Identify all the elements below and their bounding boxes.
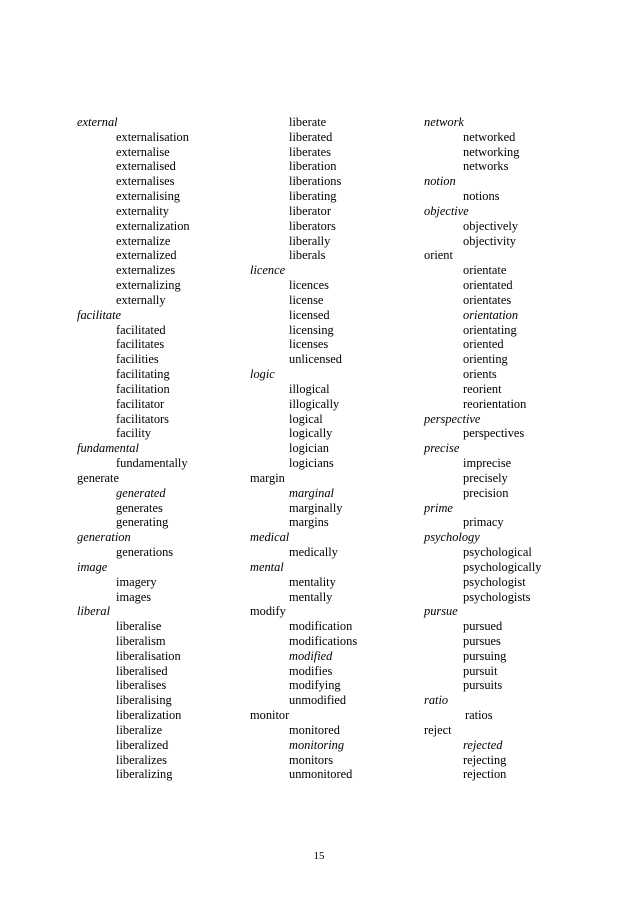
headword-entry: psychology [424, 530, 480, 545]
word-form-entry: liberalised [116, 663, 168, 678]
word-form-entry: modifications [289, 633, 358, 648]
headword-entry: medical [250, 530, 290, 545]
word-form-entry: licensed [289, 307, 330, 322]
word-list-column-3 [424, 115, 604, 782]
headword-entry: ratio [424, 693, 449, 708]
word-form-entry: externalises [116, 174, 175, 189]
word-form-entry: externality [116, 203, 169, 218]
word-form-entry: liberator [289, 203, 331, 218]
word-form-entry: pursued [463, 619, 503, 634]
word-form-entry: liberates [289, 144, 331, 159]
word-form-entry: facilities [116, 352, 159, 367]
word-form-entry: licenses [289, 337, 329, 352]
word-form-entry: networking [463, 144, 520, 159]
word-form-entry: generates [116, 500, 163, 515]
word-form-entry: externalised [116, 159, 176, 174]
word-form-entry: unmodified [289, 693, 347, 708]
word-form-entry: precision [463, 485, 509, 500]
word-form-entry: liberate [289, 115, 327, 129]
word-form-entry: liberalizes [116, 752, 167, 767]
word-form-entry: mentality [289, 574, 336, 589]
word-form-entry: monitoring [289, 737, 345, 752]
word-form-entry: generated [116, 485, 166, 500]
headword-entry: external [77, 115, 118, 129]
word-form-entry: logical [289, 411, 323, 426]
word-form-entry: objectively [463, 218, 519, 233]
headword-entry: logic [250, 367, 275, 382]
word-form-entry: liberalisation [116, 648, 181, 663]
word-form-entry: reorient [463, 381, 502, 396]
headword-entry: margin [250, 470, 285, 485]
word-form-entry: networks [463, 159, 509, 174]
word-form-entry: orientated [463, 278, 513, 293]
word-form-entry: pursues [463, 633, 501, 648]
word-list-column-1 [77, 115, 237, 782]
word-form-entry: marginally [289, 500, 343, 515]
word-list-column-2 [250, 115, 410, 782]
word-form-entry: logician [289, 441, 329, 456]
headword-entry: licence [250, 263, 286, 278]
word-form-entry: illogically [289, 396, 340, 411]
word-form-entry: pursuits [463, 678, 503, 693]
word-form-entry: logically [289, 426, 333, 441]
headword-entry: modify [250, 604, 286, 619]
word-form-entry: psychologist [463, 574, 526, 589]
word-form-entry: monitored [289, 722, 340, 737]
word-form-entry: psychologically [463, 559, 542, 574]
word-form-entry: oriented [463, 337, 504, 352]
word-form-entry: liberalization [116, 708, 182, 723]
word-form-entry: networked [463, 129, 516, 144]
word-form-entry: externalisation [116, 129, 189, 144]
word-form-entry: orientate [463, 263, 507, 278]
word-form-entry: liberalizing [116, 767, 173, 782]
word-form-entry: license [289, 292, 324, 307]
word-form-entry: ratios [465, 708, 493, 723]
word-form-entry: externalize [116, 233, 171, 248]
word-form-entry: monitors [289, 752, 334, 767]
word-form-entry: primacy [463, 515, 504, 530]
word-form-entry: externalizing [116, 278, 181, 293]
word-form-entry: liberally [289, 233, 331, 248]
word-form-entry: externalization [116, 218, 190, 233]
word-form-entry: liberalises [116, 678, 167, 693]
headword-entry: prime [424, 500, 453, 515]
word-form-entry: unmonitored [289, 767, 353, 782]
headword-entry: fundamental [77, 441, 139, 456]
word-form-entry: facilitates [116, 337, 165, 352]
word-form-entry: liberators [289, 218, 336, 233]
word-form-entry: orientates [463, 292, 512, 307]
word-form-entry: modifying [289, 678, 341, 693]
word-form-entry: orientating [463, 322, 517, 337]
word-form-entry: rejection [463, 767, 507, 782]
word-form-entry: imprecise [463, 456, 512, 471]
word-form-entry: medically [289, 545, 338, 560]
headword-entry: generation [77, 530, 131, 545]
headword-entry: liberal [77, 604, 111, 619]
word-form-entry: licensing [289, 322, 334, 337]
word-form-entry: generations [116, 545, 174, 560]
word-form-entry: mentally [289, 589, 333, 604]
word-form-entry: liberation [289, 159, 337, 174]
headword-entry: facilitate [77, 307, 122, 322]
word-form-entry: liberalize [116, 722, 163, 737]
word-form-entry: fundamentally [116, 456, 188, 471]
word-form-entry: notions [463, 189, 500, 204]
headword-entry: generate [77, 470, 119, 485]
word-form-entry: precisely [463, 470, 508, 485]
word-form-entry: liberalized [116, 737, 169, 752]
headword-entry: orient [424, 248, 453, 263]
word-form-entry: modification [289, 619, 353, 634]
word-form-entry: perspectives [463, 426, 525, 441]
headword-entry: network [424, 115, 464, 129]
word-form-entry: orients [463, 367, 497, 382]
word-form-entry: modified [289, 648, 333, 663]
headword-entry: notion [424, 174, 456, 189]
word-form-entry: rejected [463, 737, 503, 752]
word-form-entry: externalise [116, 144, 170, 159]
word-form-entry: objectivity [463, 233, 516, 248]
headword-entry: objective [424, 203, 469, 218]
word-form-entry: imagery [116, 574, 157, 589]
headword-entry: reject [424, 722, 452, 737]
word-form-entry: images [116, 589, 152, 604]
word-form-entry: reorientation [463, 396, 527, 411]
word-form-entry: facilitator [116, 396, 165, 411]
word-form-entry: facilitation [116, 381, 170, 396]
word-form-entry: illogical [289, 381, 330, 396]
word-form-entry: liberals [289, 248, 326, 263]
word-form-entry: facility [116, 426, 152, 441]
headword-entry: image [77, 559, 108, 574]
word-form-entry: facilitated [116, 322, 166, 337]
page-number: 15 [313, 850, 325, 862]
word-form-entry: liberalism [116, 633, 166, 648]
word-form-entry: liberalise [116, 619, 162, 634]
word-form-entry: liberating [289, 189, 337, 204]
word-form-entry: liberalising [116, 693, 172, 708]
word-form-entry: facilitating [116, 367, 170, 382]
word-form-entry: liberated [289, 129, 333, 144]
word-form-entry: pursuing [463, 648, 507, 663]
word-form-entry: licences [289, 278, 329, 293]
word-form-entry: externalized [116, 248, 177, 263]
word-form-entry: externally [116, 292, 166, 307]
word-form-entry: logicians [289, 456, 334, 471]
word-form-entry: margins [289, 515, 329, 530]
headword-entry: mental [250, 559, 284, 574]
word-form-entry: orientation [463, 307, 519, 322]
word-form-entry: facilitators [116, 411, 169, 426]
word-form-entry: psychologists [463, 589, 531, 604]
word-form-entry: modifies [289, 663, 333, 678]
word-form-entry: psychological [463, 545, 532, 560]
word-form-entry: pursuit [463, 663, 498, 678]
word-form-entry: liberations [289, 174, 342, 189]
word-form-entry: externalising [116, 189, 180, 204]
word-form-entry: unlicensed [289, 352, 342, 367]
headword-entry: perspective [424, 411, 481, 426]
headword-entry: pursue [424, 604, 458, 619]
word-form-entry: orienting [463, 352, 508, 367]
headword-entry: monitor [250, 708, 290, 723]
word-form-entry: rejecting [463, 752, 507, 767]
word-form-entry: marginal [289, 485, 334, 500]
word-form-entry: generating [116, 515, 169, 530]
word-form-entry: externalizes [116, 263, 176, 278]
headword-entry: precise [424, 441, 460, 456]
